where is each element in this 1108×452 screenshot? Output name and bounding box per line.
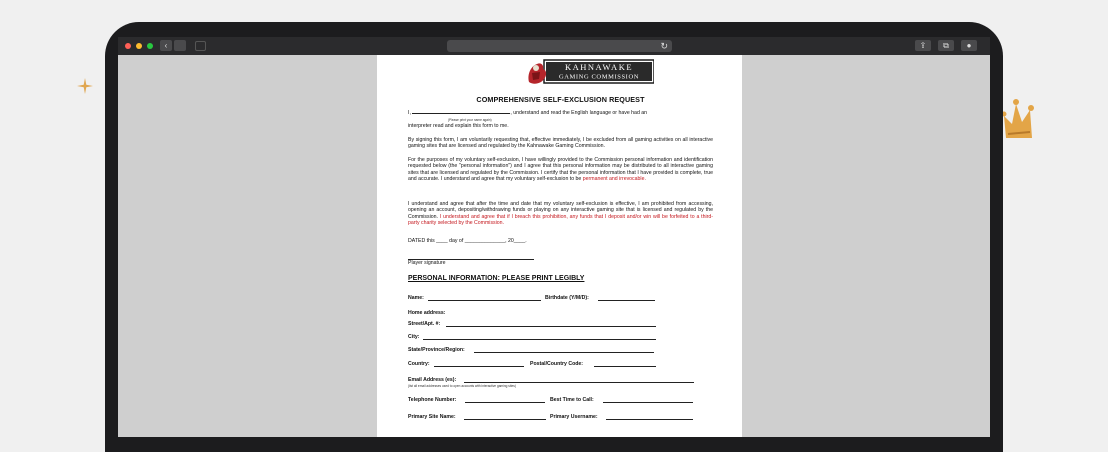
crown-icon <box>1002 94 1040 142</box>
section-heading: PERSONAL INFORMATION: PLEASE PRINT LEGIBLY <box>408 275 585 282</box>
address-bar[interactable] <box>447 40 672 52</box>
country-label: Country: <box>408 361 430 367</box>
paragraph-voluntary: By signing this form, I am voluntarily requesting that, effective immediately, I be excluded from all gaming activities on all interactive gaming sites that are licensed and regulated by the Kahnawake Gaming Commission. <box>408 137 713 150</box>
paragraph-prohibition: I understand and agree that after the time and date that my voluntary self-exclusion is effective, I am prohibited from accessing, opening an account, depositing/withdrawing funds or playing on any interactive gaming site that is licensed and regulated by the Commission. I understand and agree that if I breach this prohibition, any funds that I deposit and/or win will be forfeited to a third-party charity selected by the Commission. <box>408 201 714 227</box>
maximize-window-button[interactable] <box>147 43 153 49</box>
reload-icon[interactable]: ↻ <box>660 41 668 51</box>
sparkle-icon <box>77 78 93 94</box>
birthdate-field[interactable] <box>598 300 655 301</box>
city-field[interactable] <box>423 339 656 340</box>
email-label: Email Address (es): <box>408 377 457 383</box>
browser-window <box>118 37 990 437</box>
primary-site-field[interactable] <box>464 419 546 420</box>
name-hint: (Please print your name again) <box>448 118 492 122</box>
telephone-label: Telephone Number: <box>408 397 457 403</box>
signature-label: Player signature <box>408 260 446 266</box>
primary-site-label: Primary Site Name: <box>408 414 456 420</box>
document-title: COMPREHENSIVE SELF-EXCLUSION REQUEST <box>476 95 645 104</box>
street-label: Street/Apt. #: <box>408 321 441 327</box>
email-hint: (list all email addresses used to open accounts with interactive gaming sites) <box>408 384 516 388</box>
close-window-button[interactable] <box>125 43 131 49</box>
paragraph-personal-information: For the purposes of my voluntary self-exclusion, I have willingly provided to the Commission personal information and identification requested below (the "personal information") and I agree that this personal information may be distributed to all interactive gaming sites that are licensed and regulated by the Commission. I certify that the personal information that I have provided is complete, true and accurate. I understand and agree that my voluntary self-exclusion to be permanent and irrevocable. <box>408 157 713 183</box>
postal-code-label: Postal/Country Code: <box>530 361 584 367</box>
primary-username-field[interactable] <box>606 419 693 420</box>
email-field[interactable] <box>464 382 694 383</box>
city-label: City: <box>408 334 420 340</box>
sidebar-icon[interactable] <box>195 41 206 51</box>
best-time-field[interactable] <box>603 402 693 403</box>
birthdate-label: Birthdate (Y/M/D): <box>545 295 589 301</box>
kahnawake-logo <box>526 57 654 85</box>
state-label: State/Province/Region: <box>408 347 465 353</box>
minimize-window-button[interactable] <box>136 43 142 49</box>
share-icon[interactable]: ⇪ <box>915 40 931 51</box>
best-time-label: Best Time to Call: <box>550 397 594 403</box>
state-field[interactable] <box>474 352 654 353</box>
svg-text:GAMING COMMISSION: GAMING COMMISSION <box>558 73 640 81</box>
back-button[interactable]: ‹ <box>160 40 172 51</box>
country-field[interactable] <box>434 366 524 367</box>
primary-username-label: Primary Username: <box>550 414 598 420</box>
svg-text:KAHNAWAKE: KAHNAWAKE <box>564 62 634 72</box>
postal-code-field[interactable] <box>594 366 656 367</box>
browser-toolbar <box>118 37 990 55</box>
intro-statement: I, , understand and read the English language or have had an <box>408 110 648 116</box>
forward-button[interactable] <box>174 40 186 51</box>
name-field[interactable] <box>428 300 541 301</box>
dated-line: DATED this ____ day of ______________, 20____. <box>408 238 527 244</box>
download-icon[interactable]: ● <box>961 40 977 51</box>
document-page <box>377 55 742 437</box>
intro-line-2: interpreter read and explain this form to me. <box>408 123 509 129</box>
home-address-label: Home address: <box>408 310 446 316</box>
telephone-field[interactable] <box>465 402 545 403</box>
street-field[interactable] <box>446 326 656 327</box>
tabs-icon[interactable]: ⧉ <box>938 40 954 51</box>
name-label: Name: <box>408 295 424 301</box>
